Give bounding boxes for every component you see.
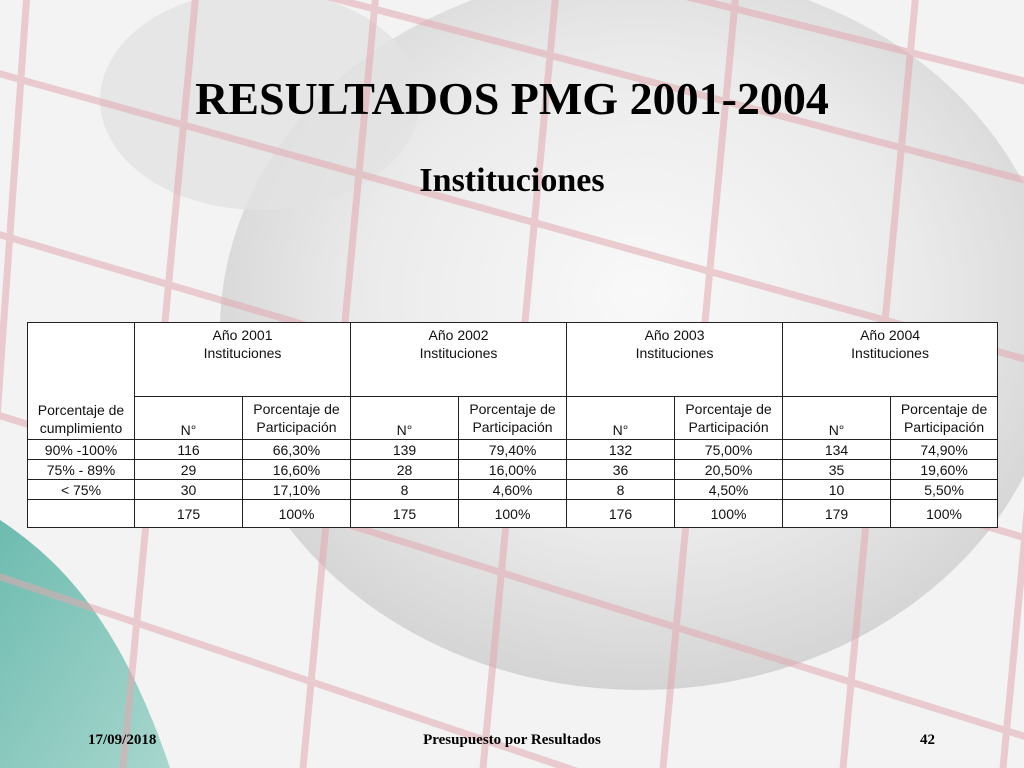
col-header-n: N° (351, 397, 459, 440)
col-header-pct: Porcentaje de Participación (243, 397, 351, 440)
year-label: Año 2003 (644, 327, 705, 343)
year-sub: Instituciones (419, 345, 498, 361)
col-header-cumplimiento: Porcentaje de cumplimiento (28, 323, 135, 440)
table-cell: 20,50% (675, 460, 783, 480)
year-label: Año 2004 (860, 327, 921, 343)
total-cell: 100% (459, 500, 567, 528)
year-label: Año 2001 (212, 327, 273, 343)
table-cell: 35 (783, 460, 891, 480)
year-sub: Instituciones (851, 345, 929, 361)
header-row-years (28, 323, 998, 397)
table-cell: 17,10% (243, 480, 351, 500)
table-cell: 5,50% (891, 480, 998, 500)
table-cell: 16,00% (459, 460, 567, 480)
footer-date: 17/09/2018 (88, 732, 157, 748)
slide-subtitle: Instituciones (419, 162, 605, 199)
total-cell: 175 (351, 500, 459, 528)
table-cell: 30 (135, 480, 243, 500)
header-row-subcols (28, 397, 998, 440)
year-header-2002 (351, 323, 567, 397)
table-cell: 10 (783, 480, 891, 500)
table-cell: 116 (135, 440, 243, 460)
col-header-n: N° (783, 397, 891, 440)
total-cell: 100% (243, 500, 351, 528)
table-cell: 4,50% (675, 480, 783, 500)
table-cell: 8 (351, 480, 459, 500)
table-cell: 74,90% (891, 440, 998, 460)
total-cell: 176 (567, 500, 675, 528)
table-cell: 79,40% (459, 440, 567, 460)
table-cell: 29 (135, 460, 243, 480)
table-cell: 36 (567, 460, 675, 480)
total-cell: 100% (891, 500, 998, 528)
col-header-pct: Porcentaje de Participación (675, 397, 783, 440)
footer-page-number: 42 (920, 732, 935, 748)
total-cell: 175 (135, 500, 243, 528)
table-cell: 134 (783, 440, 891, 460)
row-label: < 75% (28, 480, 135, 500)
table-row (28, 440, 998, 460)
results-table (27, 322, 998, 528)
table-cell: 66,30% (243, 440, 351, 460)
table-cell: 8 (567, 480, 675, 500)
col-header-n: N° (135, 397, 243, 440)
table-cell: 139 (351, 440, 459, 460)
table-cell: 19,60% (891, 460, 998, 480)
year-sub: Instituciones (635, 345, 714, 361)
col-header-pct: Porcentaje de Participación (459, 397, 567, 440)
table-cell: 75,00% (675, 440, 783, 460)
table-cell: 28 (351, 460, 459, 480)
year-header-2004 (783, 323, 998, 397)
table-row (28, 480, 998, 500)
total-cell: 179 (783, 500, 891, 528)
year-label: Año 2002 (428, 327, 489, 343)
table-cell: 4,60% (459, 480, 567, 500)
table-cell: 132 (567, 440, 675, 460)
year-sub: Instituciones (203, 345, 282, 361)
total-cell: 100% (675, 500, 783, 528)
row-label: 75% - 89% (28, 460, 135, 480)
year-header-2001 (135, 323, 351, 397)
total-row (28, 500, 998, 528)
footer-title: Presupuesto por Resultados (423, 732, 601, 748)
col-header-pct: Porcentaje de Participación (891, 397, 998, 440)
table-cell: 16,60% (243, 460, 351, 480)
table-row (28, 460, 998, 480)
slide-title: RESULTADOS PMG 2001-2004 (195, 73, 829, 124)
total-label (28, 500, 135, 528)
row-label: 90% -100% (28, 440, 135, 460)
year-header-2003 (567, 323, 783, 397)
col-header-n: N° (567, 397, 675, 440)
